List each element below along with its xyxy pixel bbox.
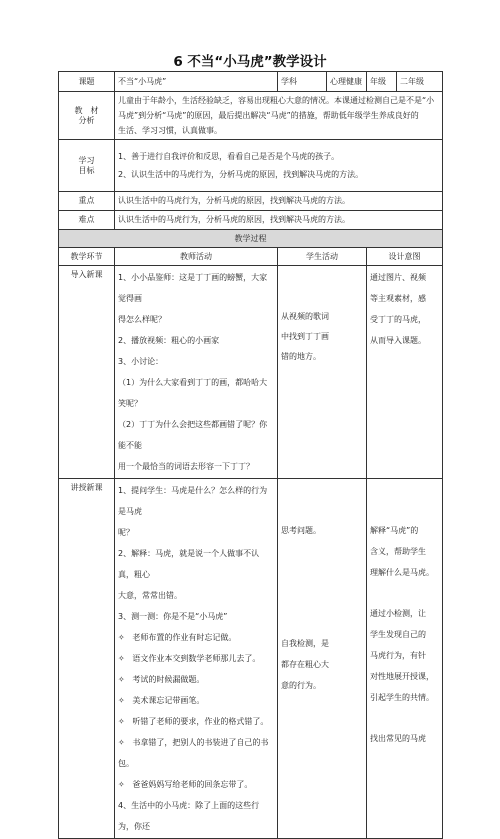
lesson-intent-line: 引起学生的共情。 — [370, 693, 435, 702]
lesson-intent-line: 马虎行为，有针 — [370, 651, 427, 660]
topic-label: 课题 — [59, 72, 115, 92]
process-header-row — [59, 230, 443, 248]
analysis-label-1: 教 材 — [74, 105, 99, 115]
checklist-item — [118, 690, 274, 711]
checklist-item — [118, 732, 274, 774]
analysis-label-2: 分析 — [78, 115, 95, 125]
col-header-teacher: 教师活动 — [115, 248, 278, 266]
intro-teacher-line: 用一个最恰当的词语去形容一下丁丁？ — [118, 462, 254, 471]
col-header-student: 学生活动 — [278, 248, 367, 266]
lesson-teacher-line: 4、生活中的小马虎：除了上面的这些行为，你还 — [118, 801, 260, 831]
checklist-text: 爸爸妈妈写给老师的回条忘带了。 — [132, 780, 253, 789]
objectives-label-1: 学习 — [78, 155, 95, 165]
checklist-item — [118, 669, 274, 690]
difficulty-label: 难点 — [59, 211, 115, 230]
lesson-teacher-line: 1、提问学生：马虎是什么？怎么样的行为是马虎 — [118, 486, 268, 516]
lesson-teacher-line: 呢？ — [118, 528, 134, 537]
diamond-bullet-icon: ✧ — [118, 738, 125, 747]
grade-label: 年级 — [367, 72, 397, 92]
analysis-line: 马虎”到分析“马虎”的原因，最后提出解决“马虎”的措施，帮助低年级学生养成良好的 — [118, 111, 419, 120]
lesson-student-line: 都存在粗心大 — [281, 660, 330, 669]
objectives-label-2: 目标 — [78, 165, 95, 175]
checklist-text: 听错了老师的要求，作业的格式错了。 — [132, 717, 269, 726]
subject-value: 心理健康 — [327, 72, 367, 92]
checklist-item — [118, 648, 274, 669]
lesson-intent-line: 解释“马虎”的 — [370, 526, 419, 535]
diamond-bullet-icon: ✧ — [118, 633, 125, 642]
difficulty-row — [59, 211, 443, 230]
intro-intent-line: 等主观素材，感 — [370, 294, 427, 303]
col-header-stage: 教学环节 — [59, 248, 115, 266]
intro-row — [59, 266, 443, 479]
intro-student-line: 中找到丁丁画 — [281, 332, 330, 341]
objective-line: 1、善于进行自我评价和反思，看看自己是否是个马虎的孩子。 — [118, 151, 340, 161]
intro-teacher-line: 得怎么样呢？ — [118, 315, 166, 324]
intro-intent-line: 从而导入课题。 — [370, 336, 427, 345]
checklist-text: 语文作业本交到数学老师那儿去了。 — [132, 654, 261, 663]
checklist-text: 考试的时候漏做题。 — [132, 675, 205, 684]
diamond-bullet-icon: ✧ — [118, 675, 125, 684]
lesson-intent-line: 对性地展开授课， — [370, 672, 435, 681]
lesson-intent-line: 理解什么是马虎。 — [370, 568, 435, 577]
objectives-row — [59, 140, 443, 192]
intro-teacher-line: 3、小讨论： — [118, 357, 164, 366]
lesson-stage: 讲授新课 — [59, 479, 115, 839]
subject-label: 学科 — [278, 72, 327, 92]
checklist-item — [118, 627, 274, 648]
lesson-teacher-line: 2、解释：马虎，就是说一个人做事不认真，粗心 — [118, 549, 260, 579]
diamond-bullet-icon: ✧ — [118, 717, 125, 726]
process-header: 教学过程 — [59, 230, 443, 248]
diamond-bullet-icon: ✧ — [118, 780, 125, 789]
key-point-label: 重点 — [59, 192, 115, 211]
column-header-row — [59, 248, 443, 266]
intro-student-line: 从视频的歌词 — [281, 312, 330, 321]
checklist-text: 书拿错了，把别人的书装进了自己的书包。 — [118, 738, 269, 768]
diamond-bullet-icon: ✧ — [118, 696, 125, 705]
checklist-item — [118, 774, 274, 795]
analysis-line: 儿童由于年龄小，生活经验缺乏，容易出现粗心大意的情况。本课通过检测自己是不是“小 — [118, 96, 435, 105]
lesson-student-line: 思考问题。 — [281, 526, 322, 535]
col-header-intent: 设计意图 — [367, 248, 443, 266]
intro-student-line: 错的地方。 — [281, 352, 322, 361]
intro-teacher-line: （2）丁丁为什么会把这些都画错了呢？你能不能 — [118, 420, 268, 450]
lesson-teacher-line: 3、测一测：你是不是“小马虎” — [118, 612, 228, 621]
topic-value: 不当“小马虎” — [115, 72, 278, 92]
intro-teacher-line: （1）为什么大家看到丁丁的画，都哈哈大笑呢？ — [118, 378, 268, 408]
page-title: 6 不当“小马虎”教学设计 — [173, 54, 327, 70]
lesson-intent-line: 找出常见的马虎 — [370, 734, 427, 743]
lesson-intent-line: 通过小检测，让 — [370, 609, 427, 618]
checklist-text: 老师布置的作业有时忘记做。 — [132, 633, 237, 642]
intro-intent-line: 受丁丁的马虎， — [370, 315, 427, 324]
lesson-row — [59, 479, 443, 839]
analysis-row — [59, 92, 443, 140]
intro-stage: 导入新课 — [59, 266, 115, 479]
intro-intent-line: 通过图片、视频 — [370, 273, 427, 282]
lesson-student-line: 意的行为。 — [281, 681, 322, 690]
grade-value: 二年级 — [397, 72, 443, 92]
lesson-plan-table — [58, 71, 443, 839]
lesson-intent-line: 学生发现自己的 — [370, 630, 427, 639]
intro-teacher-line: 2、播放视频：粗心的小画家 — [118, 336, 220, 345]
checklist-item — [118, 711, 274, 732]
difficulty-text: 认识生活中的马虎行为，分析马虎的原因，找到解决马虎的方法。 — [115, 211, 443, 230]
analysis-line: 生活、学习习惯，认真做事。 — [118, 126, 222, 135]
lesson-intent-line: 含义，帮助学生 — [370, 547, 427, 556]
lesson-teacher-line: 大意，常常出错。 — [118, 591, 182, 600]
key-point-row — [59, 192, 443, 211]
intro-teacher-line: 1、小小品鉴师：这是丁丁画的螃蟹，大家觉得画 — [118, 273, 268, 303]
diamond-bullet-icon: ✧ — [118, 654, 125, 663]
checklist-text: 美术课忘记带画笔。 — [132, 696, 205, 705]
lesson-student-line: 自我检测，是 — [281, 639, 330, 648]
objective-line: 2、认识生活中的马虎行为，分析马虎的原因，找到解决马虎的方法。 — [118, 169, 364, 179]
key-point-text: 认识生活中的马虎行为，分析马虎的原因，找到解决马虎的方法。 — [115, 192, 443, 211]
info-row — [59, 72, 443, 92]
